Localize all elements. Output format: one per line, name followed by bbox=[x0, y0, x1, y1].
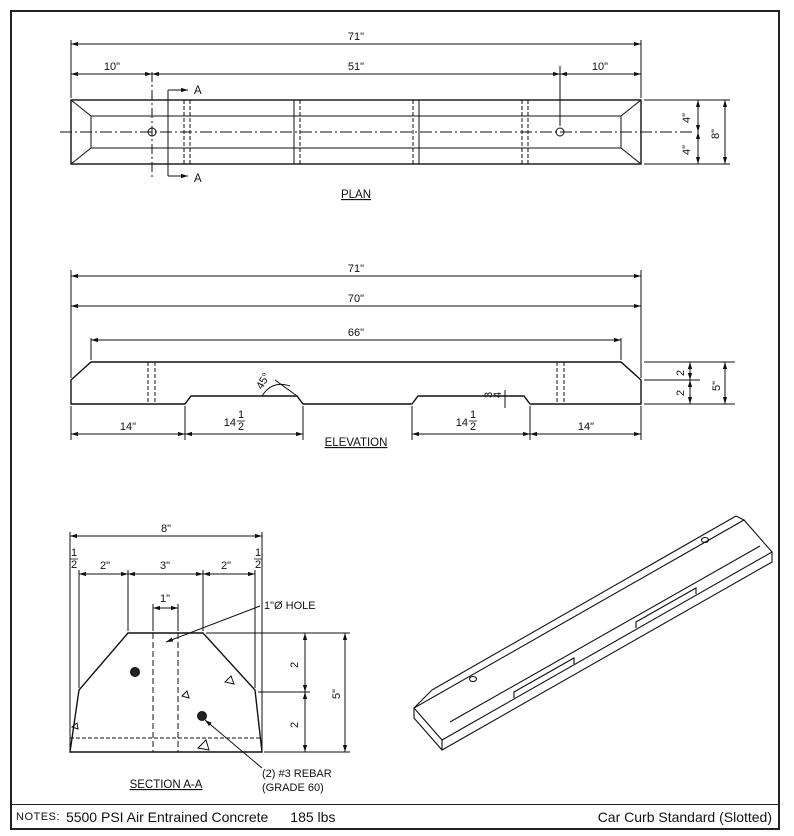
elev-dim-slot-right-den: 2 bbox=[469, 421, 477, 433]
elev-dim-slot-left-num: 1 bbox=[237, 409, 245, 421]
section-dim-two-top: 2 bbox=[289, 661, 301, 668]
section-dimension-labels bbox=[70, 523, 343, 794]
plan-dim-left: 10" bbox=[103, 61, 121, 73]
section-view bbox=[70, 532, 350, 768]
elev-dim-slot-left-den: 2 bbox=[237, 421, 245, 433]
plan-dim-right: 10" bbox=[591, 61, 609, 73]
plan-title: PLAN bbox=[340, 189, 372, 201]
elev-dim-slot-right-whole: 14 bbox=[455, 417, 468, 429]
elev-dim-two-top: 2 bbox=[675, 369, 687, 376]
section-dim-two-right: 2" bbox=[220, 560, 232, 572]
plan-section-marker-bottom: A bbox=[194, 173, 202, 185]
notes-bar bbox=[10, 804, 780, 828]
section-callout-rebar-1: (2) #3 REBAR bbox=[262, 768, 332, 780]
elev-dim-left-end: 14" bbox=[119, 421, 137, 433]
isometric-view bbox=[414, 516, 772, 750]
notes-label: NOTES: bbox=[16, 810, 60, 823]
elevation-dimension-labels bbox=[120, 263, 723, 449]
elev-dim-slot-left-whole: 14 bbox=[223, 417, 236, 429]
elev-dim-two-bottom: 2 bbox=[675, 389, 687, 396]
section-frac-left-den: 2 bbox=[70, 559, 78, 571]
plan-dim-middle: 51" bbox=[347, 61, 365, 73]
elev-dim-66: 66" bbox=[347, 327, 365, 339]
plan-view bbox=[60, 40, 730, 180]
elev-dim-slot-right-num: 1 bbox=[469, 409, 477, 421]
section-callout-hole: 1"Ø HOLE bbox=[264, 600, 316, 612]
drawing-title: Car Curb Standard (Slotted) bbox=[597, 808, 772, 825]
section-dim-one: 1" bbox=[159, 593, 171, 605]
section-frac-right-num: 1 bbox=[254, 547, 262, 559]
section-dim-two-left: 2" bbox=[99, 560, 111, 572]
section-dim-three: 3" bbox=[159, 560, 171, 572]
section-title: SECTION A-A bbox=[129, 779, 203, 791]
plan-dim-half-top: 4" bbox=[681, 112, 693, 124]
elevation-view bbox=[71, 270, 735, 440]
plan-dim-width: 8" bbox=[710, 128, 722, 140]
plan-section-marker-top: A bbox=[194, 85, 202, 97]
section-dim-two-bottom: 2 bbox=[289, 721, 301, 728]
elev-dim-angle: 45° bbox=[254, 371, 273, 392]
section-dim-height: 5" bbox=[331, 688, 343, 700]
plan-dim-overall: 71" bbox=[347, 31, 365, 43]
elev-dim-height: 5" bbox=[711, 380, 723, 392]
elevation-title: ELEVATION bbox=[324, 437, 388, 449]
elev-dim-overall: 71" bbox=[347, 263, 365, 275]
elev-dim-four: 4 bbox=[492, 391, 504, 398]
section-dim-overall: 8" bbox=[160, 523, 172, 535]
plan-dim-half-bottom: 4" bbox=[681, 144, 693, 156]
elev-dim-right-end: 14" bbox=[577, 421, 595, 433]
notes-weight: 185 lbs bbox=[290, 808, 336, 825]
elev-dim-70: 70" bbox=[347, 293, 365, 305]
section-frac-left-num: 1 bbox=[70, 547, 78, 559]
section-frac-right-den: 2 bbox=[254, 559, 262, 571]
elev-dim-three: 3 bbox=[483, 391, 495, 398]
section-callout-rebar-2: (GRADE 60) bbox=[262, 782, 324, 794]
notes-material: 5500 PSI Air Entrained Concrete bbox=[65, 808, 269, 825]
